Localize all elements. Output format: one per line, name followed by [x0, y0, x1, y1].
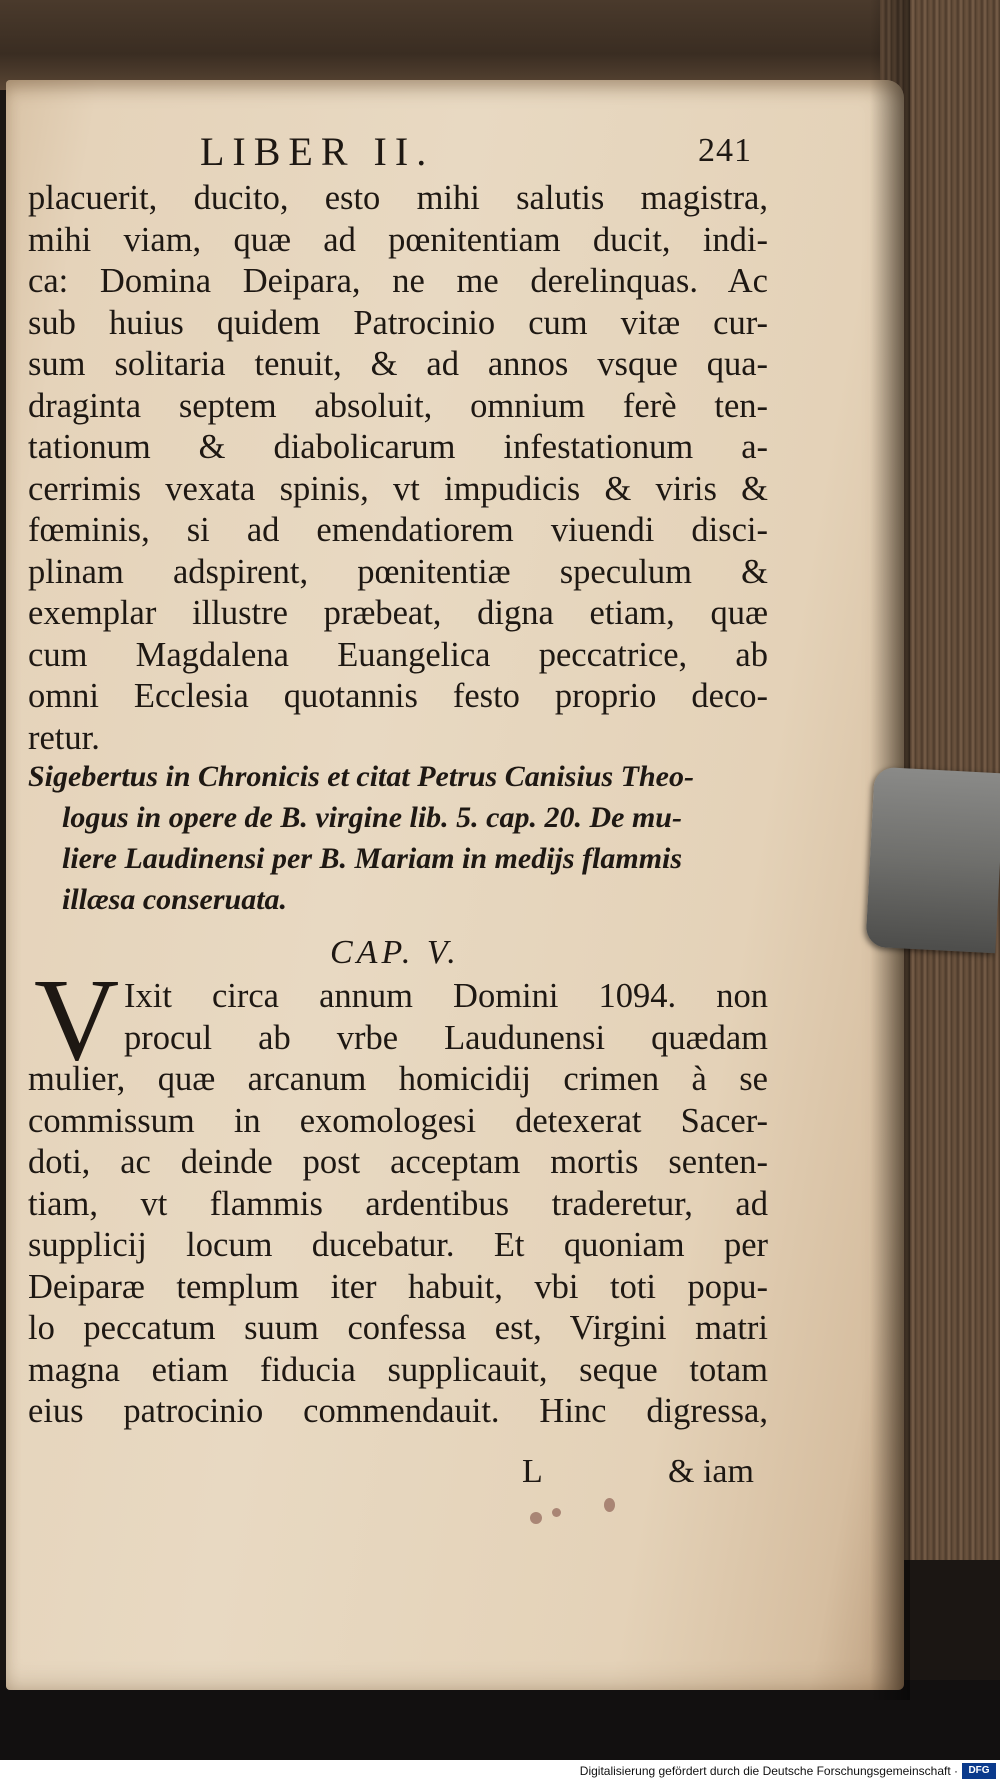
chapter-summary-note	[28, 756, 768, 920]
text-line: sub huius quidem Patrocinio cum vitæ cur-	[28, 303, 768, 342]
text-line: commissum in exomologesi detexerat Sacer-	[28, 1101, 768, 1140]
text-line: mihi viam, quæ ad pœnitentiam ducit, indi-	[28, 220, 768, 259]
text-line: magna etiam fiducia supplicauit, seque totam	[28, 1350, 768, 1389]
text-line: sum solitaria tenuit, & ad annos vsque qua-	[28, 345, 768, 383]
ink-stain	[552, 1508, 561, 1517]
metal-clasp	[865, 767, 1000, 954]
text-line: mulier, quæ arcanum homicidij crimen à se	[28, 1060, 768, 1098]
digitization-credit: Digitalisierung gefördert durch die Deutsche Forschungsgemeinschaft ·	[579, 1764, 958, 1778]
text-line: exemplar illustre præbeat, digna etiam, quæ	[28, 594, 768, 632]
book-top-edge	[0, 0, 930, 90]
text-line: plinam adspirent, pœnitentiæ speculum &	[28, 552, 768, 591]
note-line: liere Laudinensi per B. Mariam in medijs flammis	[62, 842, 683, 875]
note-line: Sigebertus in Chronicis et citat Petrus Canisius Theo-	[28, 760, 694, 793]
text-line: supplicij locum ducebatur. Et quoniam per	[28, 1226, 768, 1264]
chapter-heading: CAP. V.	[330, 934, 460, 971]
text-line: doti, ac deinde post acceptam mortis senten-	[28, 1143, 768, 1181]
text-line: tationum & diabolicarum infestationum a-	[28, 428, 768, 466]
body-text-top	[28, 178, 768, 759]
catchword: & iam	[668, 1453, 754, 1490]
text-line: eius patrocinio commendauit. Hinc digressa,	[28, 1392, 768, 1430]
text-line: cerrimis vexata spinis, vt impudicis & viris &	[28, 469, 768, 508]
running-head-title: LIBER II.	[200, 129, 435, 174]
signature-mark: L	[522, 1453, 543, 1490]
text-line: fœminis, si ad emendatiorem viuendi disci-	[28, 511, 768, 549]
drop-cap-initial: V	[34, 954, 120, 1085]
dfg-logo: DFG	[962, 1763, 996, 1779]
body-text-bottom	[28, 976, 768, 1433]
note-line: illæsa conseruata.	[62, 883, 288, 916]
ink-stain	[604, 1498, 615, 1512]
text-line: procul ab vrbe Laudunensi quædam	[124, 1018, 768, 1057]
text-line: cum Magdalena Euangelica peccatrice, ab	[28, 635, 768, 674]
note-line: logus in opere de B. virgine lib. 5. cap. 20. De mu-	[62, 801, 682, 834]
ink-stain	[530, 1512, 542, 1524]
text-line: retur.	[28, 718, 100, 757]
text-line: Deiparæ templum iter habuit, vbi toti popu-	[28, 1267, 768, 1306]
page-number: 241	[698, 132, 752, 169]
text-line: tiam, vt flammis ardentibus traderetur, ad	[28, 1184, 768, 1223]
text-line: ca: Domina Deipara, ne me derelinquas. Ac	[28, 262, 768, 300]
text-line: draginta septem absoluit, omnium ferè ten-	[28, 386, 768, 425]
text-line: Ixit circa annum Domini 1094. non	[124, 977, 768, 1015]
running-header	[200, 128, 760, 178]
text-line: placuerit, ducito, esto mihi salutis magistra,	[28, 179, 768, 217]
text-line: lo peccatum suum confessa est, Virgini matri	[28, 1309, 768, 1347]
text-line: omni Ecclesia quotannis festo proprio deco-	[28, 677, 768, 715]
